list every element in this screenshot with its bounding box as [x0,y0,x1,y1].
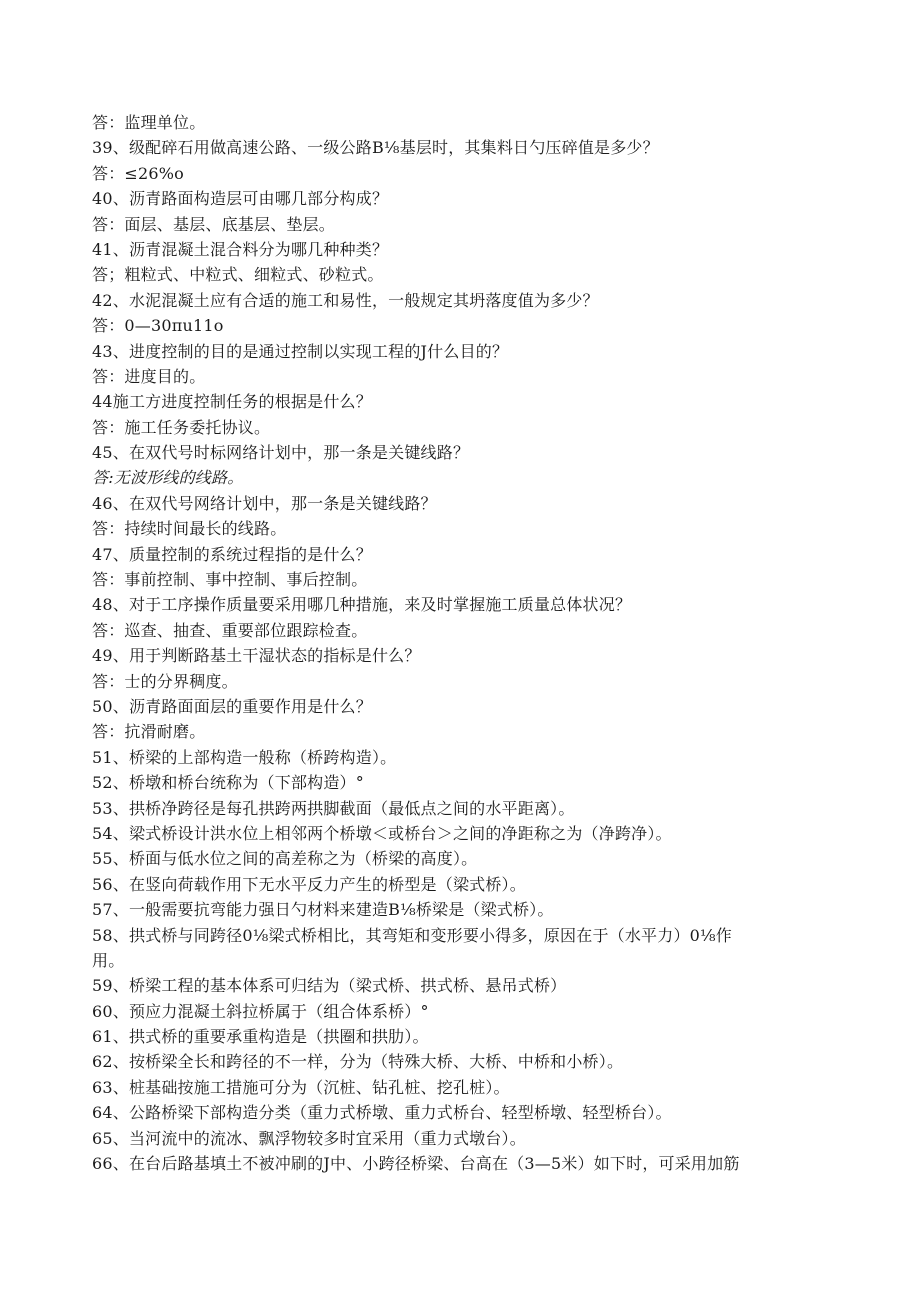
question-line: 46、在双代号网络计划中，那一条是关键线路？ [92,493,437,513]
text-line: 答：监理单位。 [92,113,206,132]
question-line: 48、对于工序操作质量要采用哪几种措施，来及时掌握施工质量总体状况？ [92,595,632,615]
statement-line: 57、一般需要抗弯能力强日勺材料来建造B⅛桥梁是（梁式桥）。 [92,900,554,920]
answer-line: 答：进度目的。 [92,366,206,386]
statement-line: 54、梁式桥设计洪水位上相邻两个桥墩＜或桥台＞之间的净距称之为（净跨净）。 [92,823,672,843]
statement-line: 61、拱式桥的重要承重构造是（拱圈和拱肋）。 [92,1027,429,1047]
statement-line: 60、预应力混凝土斜拉桥属于（组合体系桥）° [92,1001,429,1021]
question-line: 40、沥青路面构造层可由哪几部分构成？ [92,189,389,209]
statement-line: 55、桥面与低水位之间的高差称之为（桥梁的高度）。 [92,849,478,869]
statement-line: 53、拱桥净跨径是每孔拱跨两拱脚截面（最低点之间的水平距离）。 [92,798,575,818]
answer-line: 答:无波形线的线路。 [92,468,244,488]
statement-line: 56、在竖向荷载作用下无水平反力产生的桥型是（梁式桥）。 [92,874,526,894]
answer-line: 答：≤26%o [92,163,185,183]
answer-line: 答：巡查、抽查、重要部位跟踪检查。 [92,620,368,640]
statement-line: 52、桥墩和桥台统称为（下部构造）° [92,773,364,793]
answer-line: 答：面层、基层、底基层、垫层。 [92,214,336,234]
answer-line: 答：抗滑耐磨。 [92,722,206,742]
statement-line: 64、公路桥梁下部构造分类（重力式桥墩、重力式桥台、轻型桥墩、轻型桥台）。 [92,1103,672,1123]
answer-line: 答：施工任务委托协议。 [92,417,271,437]
question-line: 43、进度控制的目的是通过控制以实现工程的J什么目的？ [92,341,509,361]
statement-line: 63、桩基础按施工措施可分为（沉桩、钻孔桩、挖孔桩）。 [92,1077,510,1097]
statement-line: 66、在台后路基填土不被冲刷的J中、小跨径桥梁、台高在（3—5米）如下时，可采用加筋 [92,1154,740,1174]
answer-line: 答；粗粒式、中粒式、细粒式、砂粒式。 [92,265,384,285]
question-line: 42、水泥混凝土应有合适的施工和易性，一般规定其坍落度值为多少？ [92,290,599,310]
question-line: 39、级配碎石用做高速公路、一级公路B⅛基层时，其集料日勺压碎值是多少？ [92,138,659,158]
statement-line: 62、按桥梁全长和跨径的不一样，分为（特殊大桥、大桥、中桥和小桥）。 [92,1052,624,1072]
question-line: 47、质量控制的系统过程指的是什么？ [92,544,372,564]
statement-line: 65、当河流中的流冰、飘浮物较多时宜采用（重力式墩台）。 [92,1128,526,1148]
answer-line: 答：士的分界稠度。 [92,671,238,691]
question-line: 41、沥青混凝土混合料分为哪几种种类？ [92,239,389,259]
question-line: 44施工方进度控制任务的根据是什么？ [92,392,372,412]
document-page [92,110,852,1176]
answer-line: 答：事前控制、事中控制、事后控制。 [92,570,368,590]
statement-line: 51、桥梁的上部构造一般称（桥跨构造）。 [92,747,397,767]
statement-line: 59、桥梁工程的基本体系可归结为（梁式桥、拱式桥、悬吊式桥） [92,976,567,996]
question-line: 49、用于判断路基土干湿状态的指标是什么？ [92,646,421,666]
question-line: 45、在双代号时标网络计划中，那一条是关键线路？ [92,443,470,463]
statement-line-continuation: 用。 [92,950,125,970]
question-line: 50、沥青路面面层的重要作用是什么？ [92,696,372,716]
answer-line: 答：0—30πu11o [92,316,224,336]
statement-line: 58、拱式桥与同跨径0⅛梁式桥相比，其弯矩和变形要小得多，原因在于（水平力）0⅛作 [92,925,732,945]
answer-line: 答：持续时间最长的线路。 [92,519,287,539]
